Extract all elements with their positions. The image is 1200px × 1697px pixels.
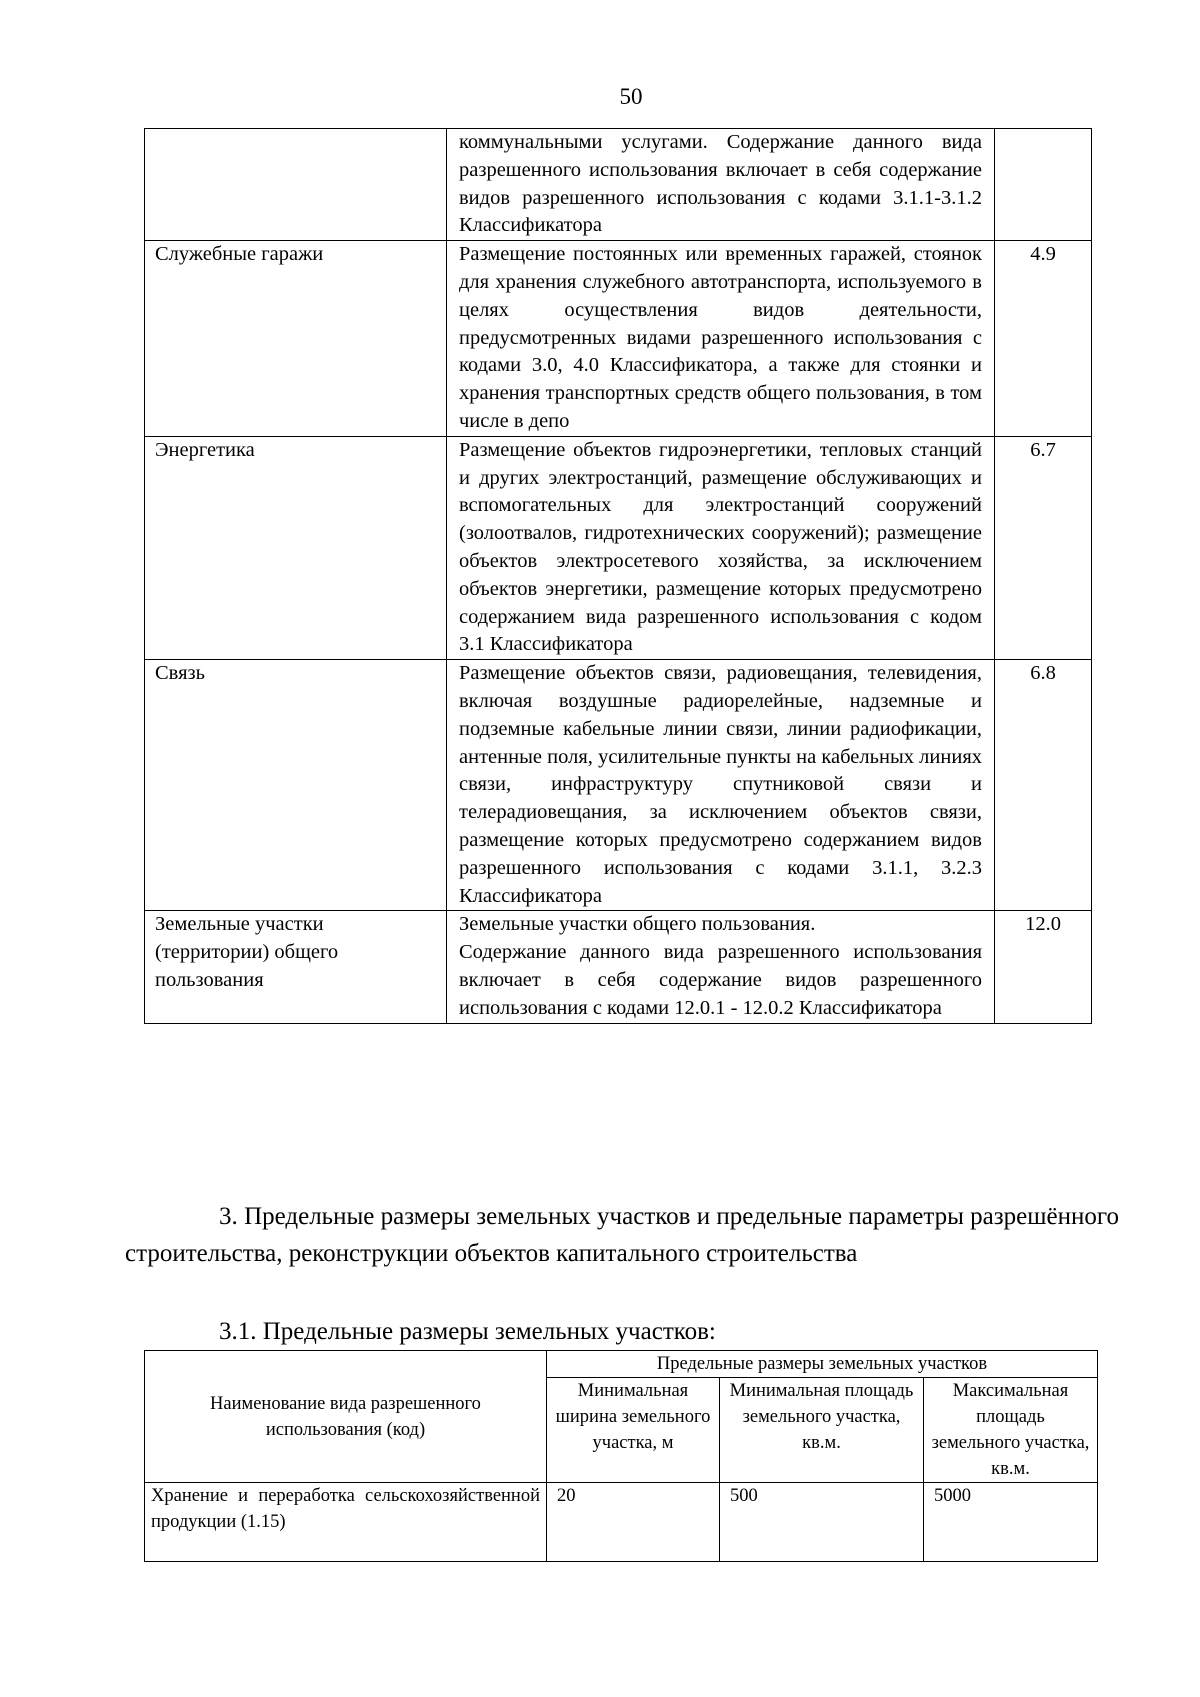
table-row <box>145 241 1092 437</box>
use-name: Энергетика <box>145 436 447 659</box>
row-min-area: 500 <box>720 1483 924 1562</box>
table-row <box>145 660 1092 911</box>
section-subheading: 3.1. Предельные размеры земельных участков: <box>219 1318 716 1345</box>
use-name: Служебные гаражи <box>145 241 447 437</box>
use-description-cell <box>447 911 995 1023</box>
header-use-name: Наименование вида разрешенного использования (код) <box>145 1351 547 1483</box>
use-code: 12.0 <box>995 911 1092 1023</box>
row-use-name: Хранение и переработка сельскохозяйственной продукции (1.15) <box>145 1483 547 1562</box>
header-min-area: Минимальная площадь земельного участка, кв.м. <box>720 1378 924 1483</box>
use-description: коммунальными услугами. Содержание данного вида разрешенного использования включает в себя содержание видов разрешенного использования с кодами 3.1.1-3.1.2 Классификатора <box>447 129 995 241</box>
row-max-area: 5000 <box>924 1483 1098 1562</box>
table-row <box>145 1483 1098 1562</box>
limits-table <box>144 1350 1098 1562</box>
header-group: Предельные размеры земельных участков <box>547 1351 1098 1378</box>
use-name: Земельные участки (территории) общего пользования <box>145 911 447 1023</box>
section-heading: 3. Предельные размеры земельных участков и предельные параметры разрешённого строительства, реконструкции объектов капитального строительства <box>125 1203 1119 1267</box>
use-description: Содержание данного вида разрешенного использования включает в себя содержание видов разрешенного использования с кодами 12.0.1 - 12.0.2 Классификатора <box>459 941 982 1019</box>
use-description: Размещение объектов гидроэнергетики, тепловых станций и других электростанций, размещение обслуживающих и вспомогательных для электростанций сооружений (золоотвалов, гидротехнических сооружений); размещение объектов электросетевого хозяйства, за исключением объектов энергетики, размещение которых предусмотрено содержанием вида разрешенного использования с кодом 3.1 Классификатора <box>447 436 995 659</box>
use-description: Размещение постоянных или временных гаражей, стоянок для хранения служебного автотранспорта, используемого в целях осуществления видов деятельности, предусмотренных видами разрешенного использования с кодами 3.0, 4.0 Классификатора, а также для стоянки и хранения транспортных средств общего пользования, в том числе в депо <box>447 241 995 437</box>
header-max-area: Максимальная площадь земельного участка, кв.м. <box>924 1378 1098 1483</box>
table-row <box>145 911 1092 1023</box>
table-row <box>145 436 1092 659</box>
use-name: Связь <box>145 660 447 911</box>
land-use-table <box>144 128 1092 1024</box>
use-code: 6.7 <box>995 436 1092 659</box>
row-min-width: 20 <box>547 1483 720 1562</box>
table-row <box>145 129 1092 241</box>
use-code: 6.8 <box>995 660 1092 911</box>
table-header-row <box>145 1351 1098 1378</box>
use-description: Размещение объектов связи, радиовещания, телевидения, включая воздушные радиорелейные, надземные и подземные кабельные линии связи, линии радиофикации, антенные поля, усилительные пункты на кабельных линиях связи, инфраструктуру спутниковой связи и телерадиовещания, за исключением объектов связи, размещение которых предусмотрено содержанием видов разрешенного использования с кодами 3.1.1, 3.2.3 Классификатора <box>447 660 995 911</box>
use-description-first-line: Земельные участки общего пользования. <box>459 913 816 936</box>
use-code: 4.9 <box>995 241 1092 437</box>
header-min-width: Минимальная ширина земельного участка, м <box>547 1378 720 1483</box>
use-code <box>995 129 1092 241</box>
use-name <box>145 129 447 241</box>
page-number: 50 <box>619 84 643 109</box>
